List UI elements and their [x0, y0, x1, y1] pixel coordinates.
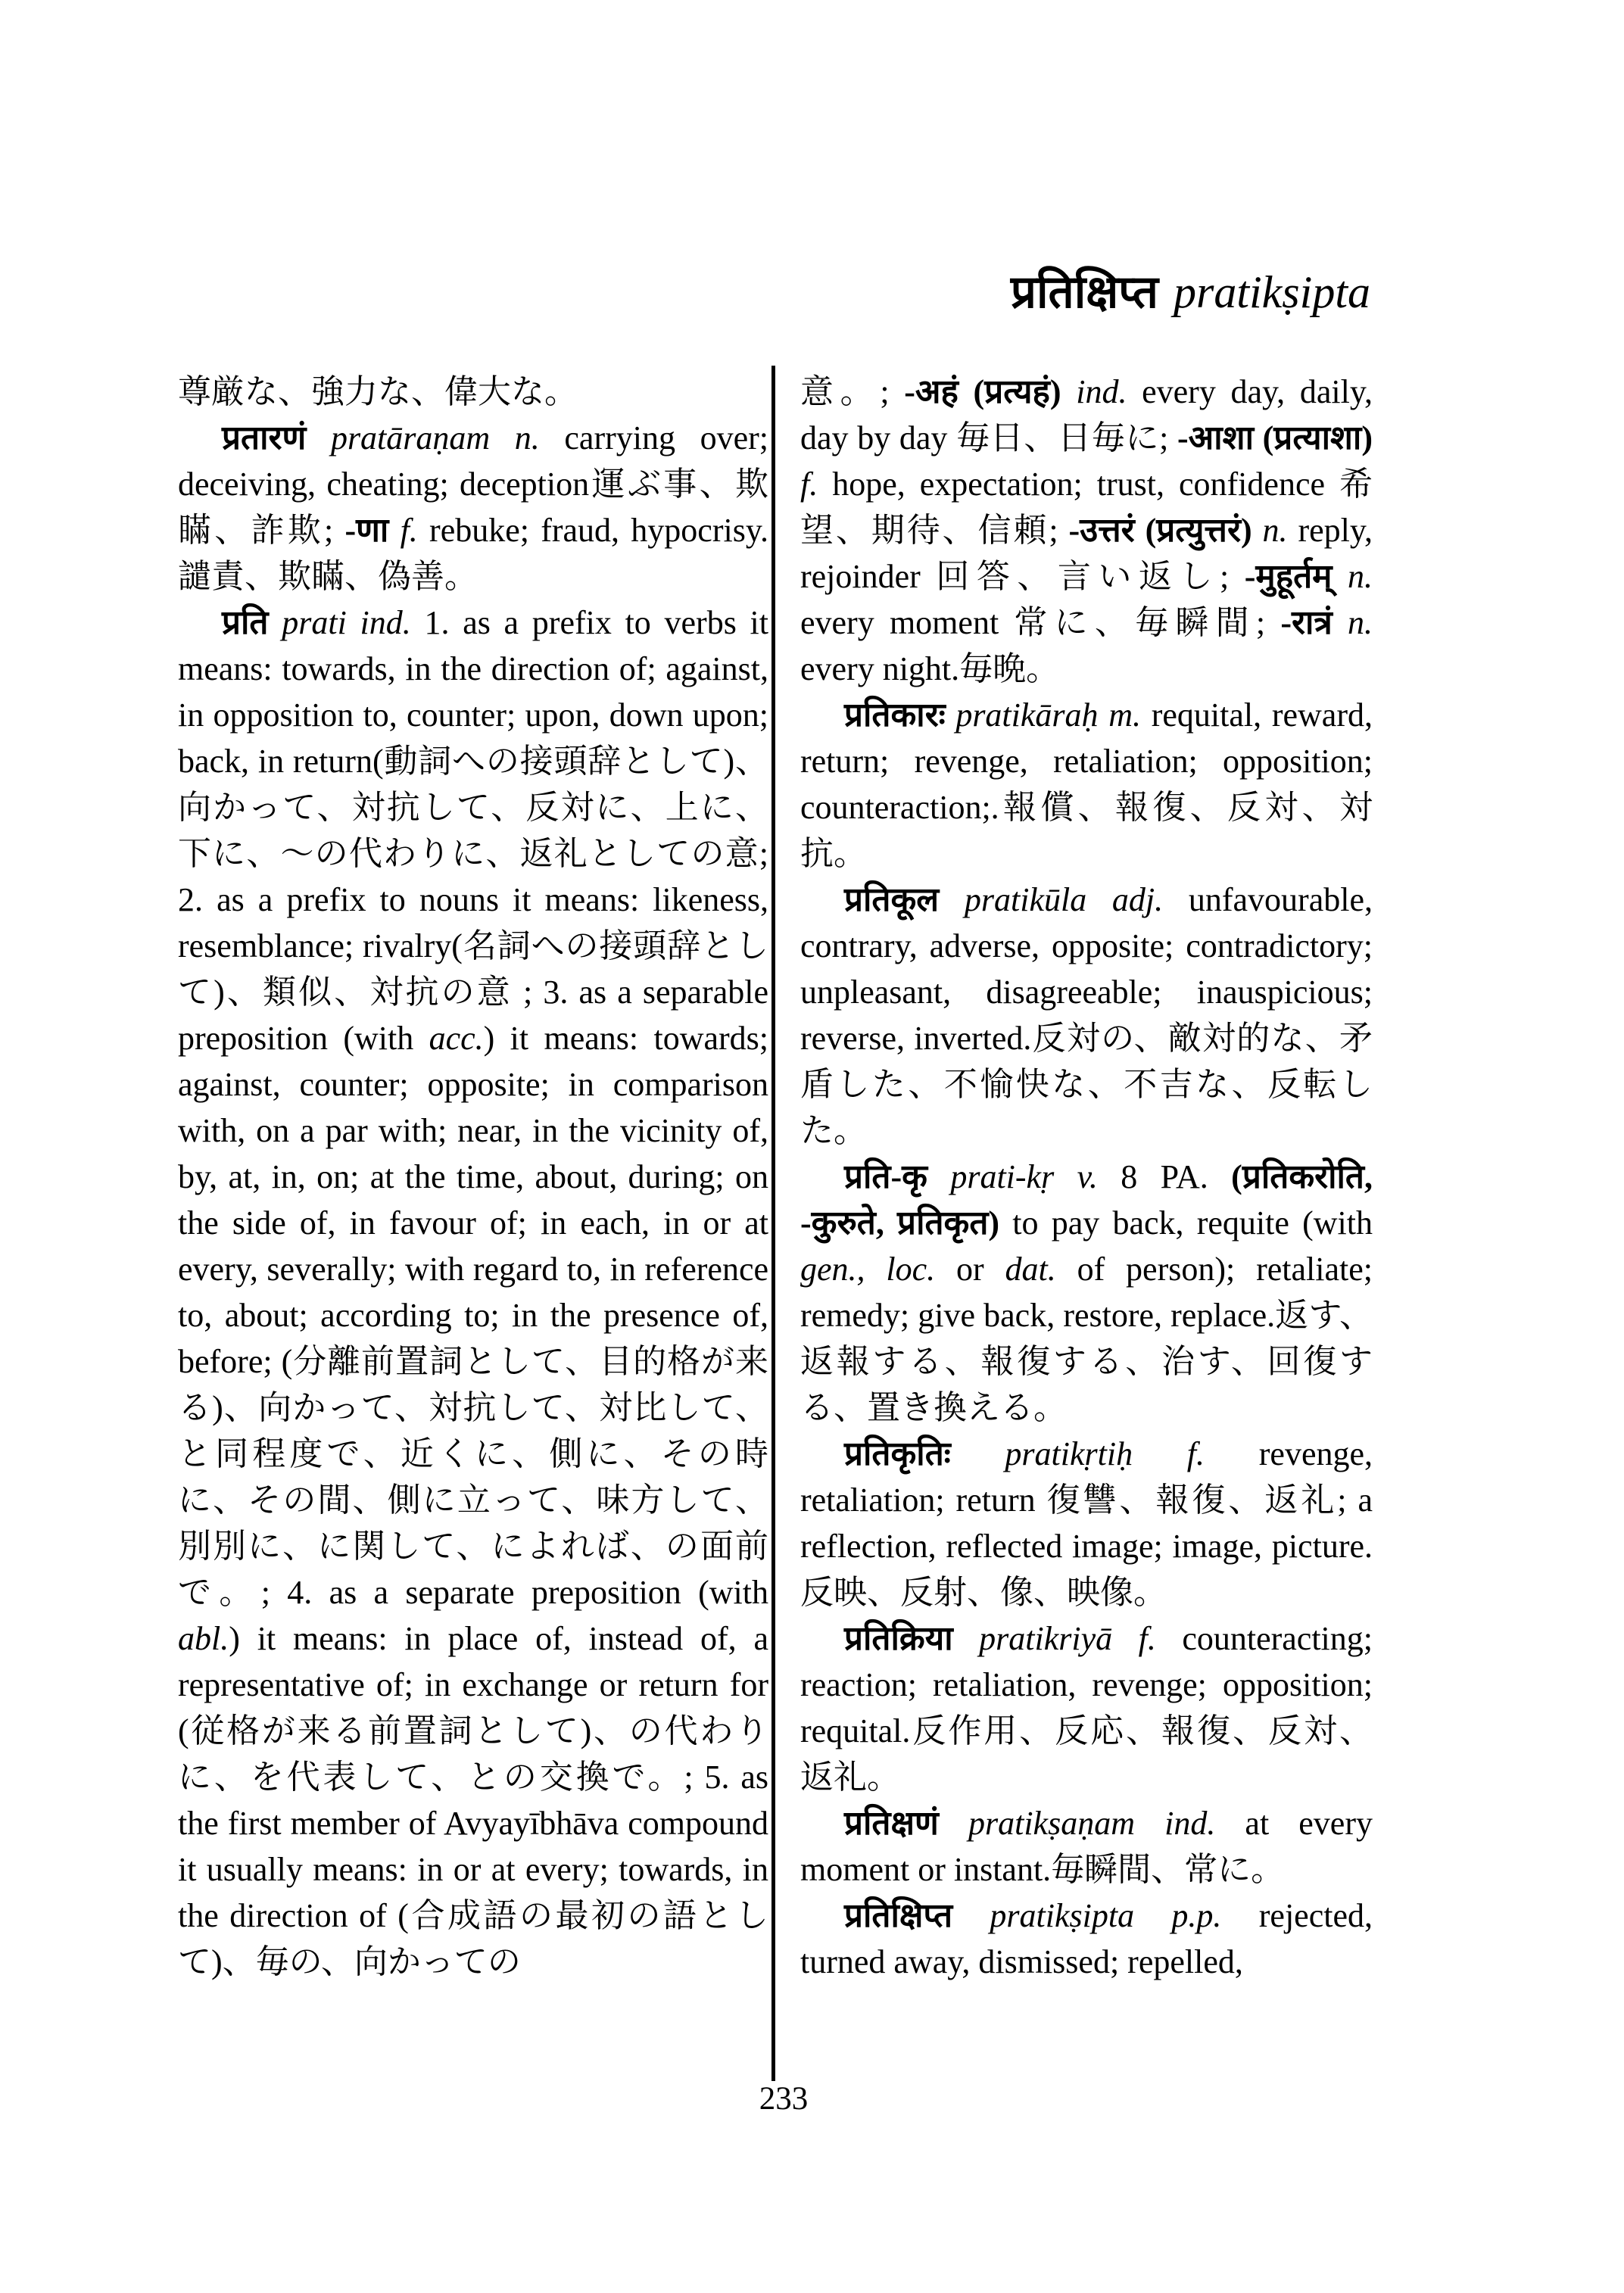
dictionary-entry [800, 1615, 1373, 1800]
running-head-transliteration: pratikṣipta [1173, 267, 1370, 317]
devanagari-headword: प्रतिक्षिप्त [844, 1897, 990, 1934]
transliteration-italic: gen., loc. [800, 1251, 956, 1288]
devanagari-headword: -णा [344, 512, 401, 549]
definition-text: of person); retaliate; remedy; give back, restore, replace.返す、返報する、報復する、治す、回復する、置き換える。 [800, 1251, 1373, 1426]
definition-text: ) it means: in place of, instead of, a representative of; in exchange or return for (従格が来る前置詞として)、の代わりに、を代表して、との交換で。; 5. as the first member of Avyayībhāva compound it usually means: in or at every; towards, in the direction of (合成語の最初の語として)、毎の、向かっての [178, 1620, 768, 1980]
devanagari-headword: प्रतिकृतिः [844, 1435, 1005, 1472]
definition-text: carrying over; deceiving, cheating; deception運ぶ事、欺瞞、詐欺; [178, 419, 769, 549]
transliteration-italic: pratikṣaṇam ind. [968, 1805, 1245, 1842]
devanagari-headword: प्रति-कृ [844, 1158, 951, 1195]
definition-text: or [955, 1251, 1005, 1288]
transliteration-italic: f. [400, 512, 430, 549]
devanagari-headword: (प्रतिकरोति, -कुरुते, प्रतिकृत) [800, 1158, 1373, 1242]
definition-text: revenge, retaliation; return 復讐、報復、返礼; a reflection, reflected image; image, picture.反映、反射、像、映像。 [800, 1435, 1373, 1611]
devanagari-headword: -मुहूर्तम् [1244, 558, 1348, 595]
dictionary-entry [800, 877, 1373, 1154]
devanagari-headword: प्रति [222, 604, 282, 641]
devanagari-headword: -रात्रं [1280, 604, 1348, 641]
definition-text: every night.毎晩。 [800, 650, 1060, 687]
page-number: 233 [759, 2081, 809, 2117]
definition-text: rebuke; fraud, hypocrisy.譴責、欺瞞、偽善。 [178, 512, 768, 595]
transliteration-italic: pratikāraḥ m. [955, 696, 1152, 734]
transliteration-italic: ind. [1076, 373, 1142, 410]
transliteration-italic: n. [1262, 512, 1298, 549]
dictionary-entry [800, 1893, 1373, 1985]
definition-text: to pay back, requite (with [1012, 1204, 1373, 1242]
definition-text: ) it means: towards; against, counter; opposite; in comparison with, on a par with; near, in the vicinity of, by, at, in, on; at the time, about, during; on the side of, in favour of; in each, in or at every, severally; with regard to, in reference to, about; according to; in the presence of, before; (分離前置詞として、目的格が来る)、向かって、対抗して、対比して、と同程度で、近くに、側に、その時に、その間、側に立って、味方して、別別に、に関して、によれば、の面前で。; 4. as a separate preposition (with [178, 1020, 769, 1611]
transliteration-italic: n. [1348, 604, 1373, 641]
dictionary-entry [178, 415, 768, 600]
transliteration-italic: prati-kṛ v. [950, 1158, 1121, 1195]
transliteration-italic: dat. [1005, 1251, 1077, 1288]
running-head-devanagari: प्रतिक्षिप्त [1010, 267, 1158, 317]
dictionary-entry [178, 600, 768, 1985]
devanagari-headword: प्रतिकारः [844, 696, 956, 734]
devanagari-headword: प्रतिक्रिया [844, 1620, 980, 1657]
transliteration-italic: prati ind. [282, 604, 425, 641]
transliteration-italic: f. [800, 466, 833, 503]
transliteration-italic: pratikūla adj. [964, 881, 1189, 918]
definition-text: rejected, turned away, dismissed; repelled, [800, 1897, 1373, 1980]
left-column [178, 369, 768, 1985]
definition-text: every moment 常に、毎瞬間; [800, 604, 1281, 641]
devanagari-headword: -आशा (प्रत्याशा) [1177, 419, 1373, 456]
definition-text: 1. as a prefix to verbs it means: towards, in the direction of; against, in opposition to, counter; upon, down upon; back, in return(動詞への接頭辞として)、向かって、対抗して、反対に、上に、下に、〜の代わりに、返礼としての意; 2. as a prefix to nouns it means: likeness, resemblance; rivalry(名詞への接頭辞として)、類似、対抗の意 ; 3. as a separable preposition (with [178, 604, 768, 1057]
definition-text: hope, expectation; trust, confidence 希望、期待、信頼; [800, 466, 1373, 549]
definition-text: requital, reward, return; revenge, retaliation; opposition; counteraction;.報償、報復、反対、対抗。 [800, 696, 1373, 872]
dictionary-entry [800, 692, 1373, 877]
devanagari-headword: -उत्तरं (प्रत्युत्तरं) [1068, 512, 1263, 549]
devanagari-headword: प्रतिक्षणं [844, 1805, 968, 1842]
definition-text: counteracting; reaction; retaliation, revenge; opposition; requital.反作用、反応、報復、反対、返礼。 [800, 1620, 1373, 1796]
transliteration-italic: pratikriyā f. [979, 1620, 1183, 1657]
definition-text: 尊厳な、強力な、偉大な。 [178, 373, 578, 410]
definition-text: every day, daily, day by day 毎日、日毎に; [800, 373, 1373, 456]
dictionary-entry [800, 1800, 1373, 1893]
dictionary-entry [178, 369, 768, 415]
transliteration-italic: acc. [429, 1020, 484, 1057]
transliteration-italic: pratikṣipta p.p. [990, 1897, 1259, 1934]
devanagari-headword: प्रतिकूल [844, 881, 965, 918]
definition-text: at every moment or instant.毎瞬間、常に。 [800, 1805, 1373, 1888]
devanagari-headword: प्रतारणं [222, 419, 331, 456]
transliteration-italic: n. [1347, 558, 1373, 595]
transliteration-italic: pratikṛtiḥ f. [1005, 1435, 1259, 1472]
right-column [800, 369, 1373, 1985]
dictionary-entry [800, 1154, 1373, 1431]
devanagari-headword: -अहं (प्रत्यहं) [904, 373, 1077, 410]
definition-text: reply, rejoinder 回答、言い返し; [800, 512, 1373, 595]
column-divider-rule [771, 366, 775, 2081]
dictionary-entry [800, 1431, 1373, 1615]
running-head [772, 265, 1370, 319]
transliteration-italic: pratāraṇam n. [330, 419, 565, 456]
definition-text: 8 PA. [1121, 1158, 1232, 1195]
definition-text: 意。; [800, 373, 905, 410]
transliteration-italic: abl. [178, 1620, 229, 1657]
dictionary-entry [800, 369, 1373, 692]
definition-text: unfavourable, contrary, adverse, opposite; contradictory; unpleasant, disagreeable; inauspicious; reverse, inverted.反対の、敵対的な、矛盾した、不愉快な、不吉な、反転した。 [800, 881, 1373, 1149]
